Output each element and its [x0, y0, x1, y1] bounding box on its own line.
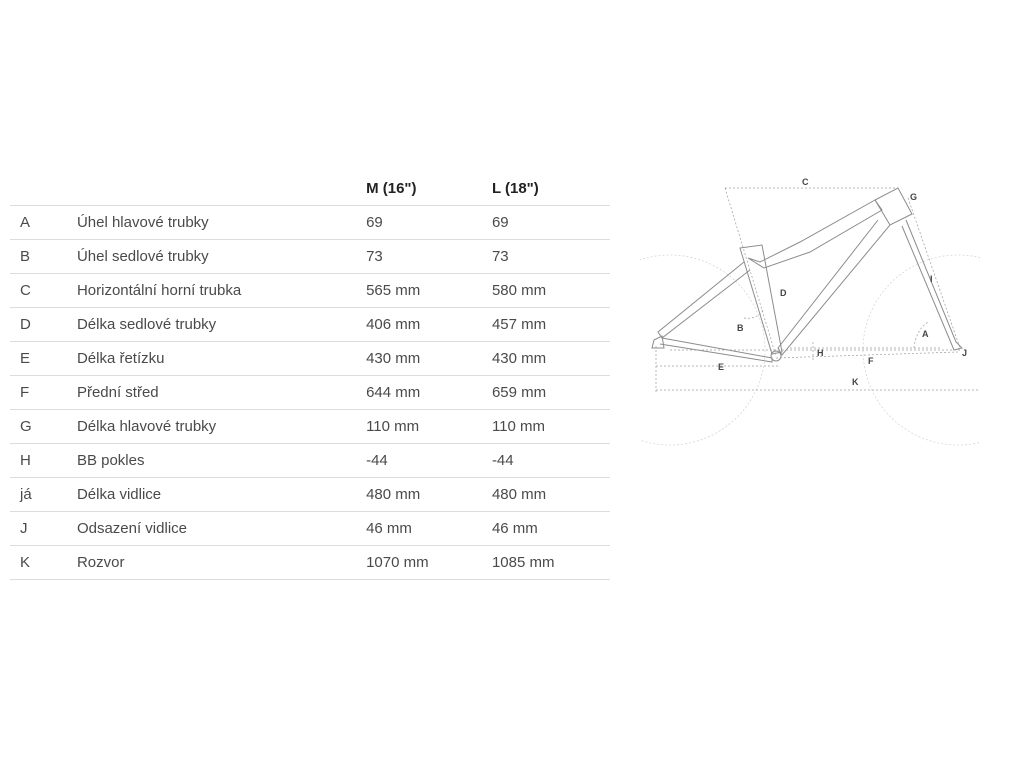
row-size-l: 430 mm [492, 342, 610, 376]
row-size-m: 565 mm [366, 274, 492, 308]
table-row [10, 546, 610, 580]
row-name: Úhel sedlové trubky [77, 240, 366, 274]
label-a: A [922, 329, 929, 339]
label-d: D [780, 288, 787, 298]
table-row [10, 274, 610, 308]
row-name: Délka sedlové trubky [77, 308, 366, 342]
row-size-l: -44 [492, 444, 610, 478]
row-size-m: 73 [366, 240, 492, 274]
row-size-l: 1085 mm [492, 546, 610, 580]
row-size-m: -44 [366, 444, 492, 478]
label-c: C [802, 177, 809, 187]
row-size-m: 110 mm [366, 410, 492, 444]
label-i: I [930, 274, 933, 284]
fork [902, 220, 962, 350]
row-key: J [10, 512, 77, 546]
row-name: Rozvor [77, 546, 366, 580]
label-h: H [817, 348, 824, 358]
row-size-l: 480 mm [492, 478, 610, 512]
header-key [10, 172, 77, 206]
down-tube [778, 220, 890, 355]
table-row [10, 342, 610, 376]
row-name: Přední střed [77, 376, 366, 410]
row-size-m: 430 mm [366, 342, 492, 376]
bike-geometry-diagram [640, 170, 980, 450]
table-row [10, 206, 610, 240]
table-row [10, 444, 610, 478]
row-size-l: 46 mm [492, 512, 610, 546]
label-k: K [852, 377, 859, 387]
row-key: A [10, 206, 77, 240]
row-name: Délka vidlice [77, 478, 366, 512]
row-name: Úhel hlavové trubky [77, 206, 366, 240]
label-f: F [868, 356, 874, 366]
row-key: F [10, 376, 77, 410]
row-size-l: 659 mm [492, 376, 610, 410]
row-key: G [10, 410, 77, 444]
row-key: B [10, 240, 77, 274]
row-key: D [10, 308, 77, 342]
row-size-m: 1070 mm [366, 546, 492, 580]
row-size-l: 110 mm [492, 410, 610, 444]
row-size-l: 73 [492, 240, 610, 274]
table-row [10, 410, 610, 444]
row-size-l: 457 mm [492, 308, 610, 342]
geometry-table [10, 172, 610, 580]
table-header-row [10, 172, 610, 206]
label-e: E [718, 362, 725, 372]
row-name: Délka řetízku [77, 342, 366, 376]
table-row [10, 240, 610, 274]
row-key: K [10, 546, 77, 580]
row-name: Odsazení vidlice [77, 512, 366, 546]
label-b: B [737, 323, 744, 333]
row-size-m: 644 mm [366, 376, 492, 410]
row-name: Horizontální horní trubka [77, 274, 366, 308]
row-size-l: 69 [492, 206, 610, 240]
row-size-l: 580 mm [492, 274, 610, 308]
table-row [10, 512, 610, 546]
dim-f-line [776, 352, 958, 358]
bottom-bracket [771, 351, 781, 361]
row-size-m: 406 mm [366, 308, 492, 342]
row-name: BB pokles [77, 444, 366, 478]
bike-frame-svg [640, 170, 980, 450]
table-row [10, 376, 610, 410]
row-key: C [10, 274, 77, 308]
top-tube [748, 200, 882, 268]
row-size-m: 46 mm [366, 512, 492, 546]
label-g: G [910, 192, 918, 202]
label-j: J [962, 348, 968, 358]
header-name [77, 172, 366, 206]
dim-i-line [908, 198, 960, 348]
head-tube [875, 188, 912, 225]
row-size-m: 69 [366, 206, 492, 240]
row-key: já [10, 478, 77, 512]
header-size-l: L (18") [491, 180, 539, 197]
row-key: H [10, 444, 77, 478]
rear-dropout [652, 336, 664, 348]
row-size-m: 480 mm [366, 478, 492, 512]
header-size-m: M (16") [366, 180, 417, 197]
table-row [10, 308, 610, 342]
row-key: E [10, 342, 77, 376]
row-name: Délka hlavové trubky [77, 410, 366, 444]
table-row [10, 478, 610, 512]
